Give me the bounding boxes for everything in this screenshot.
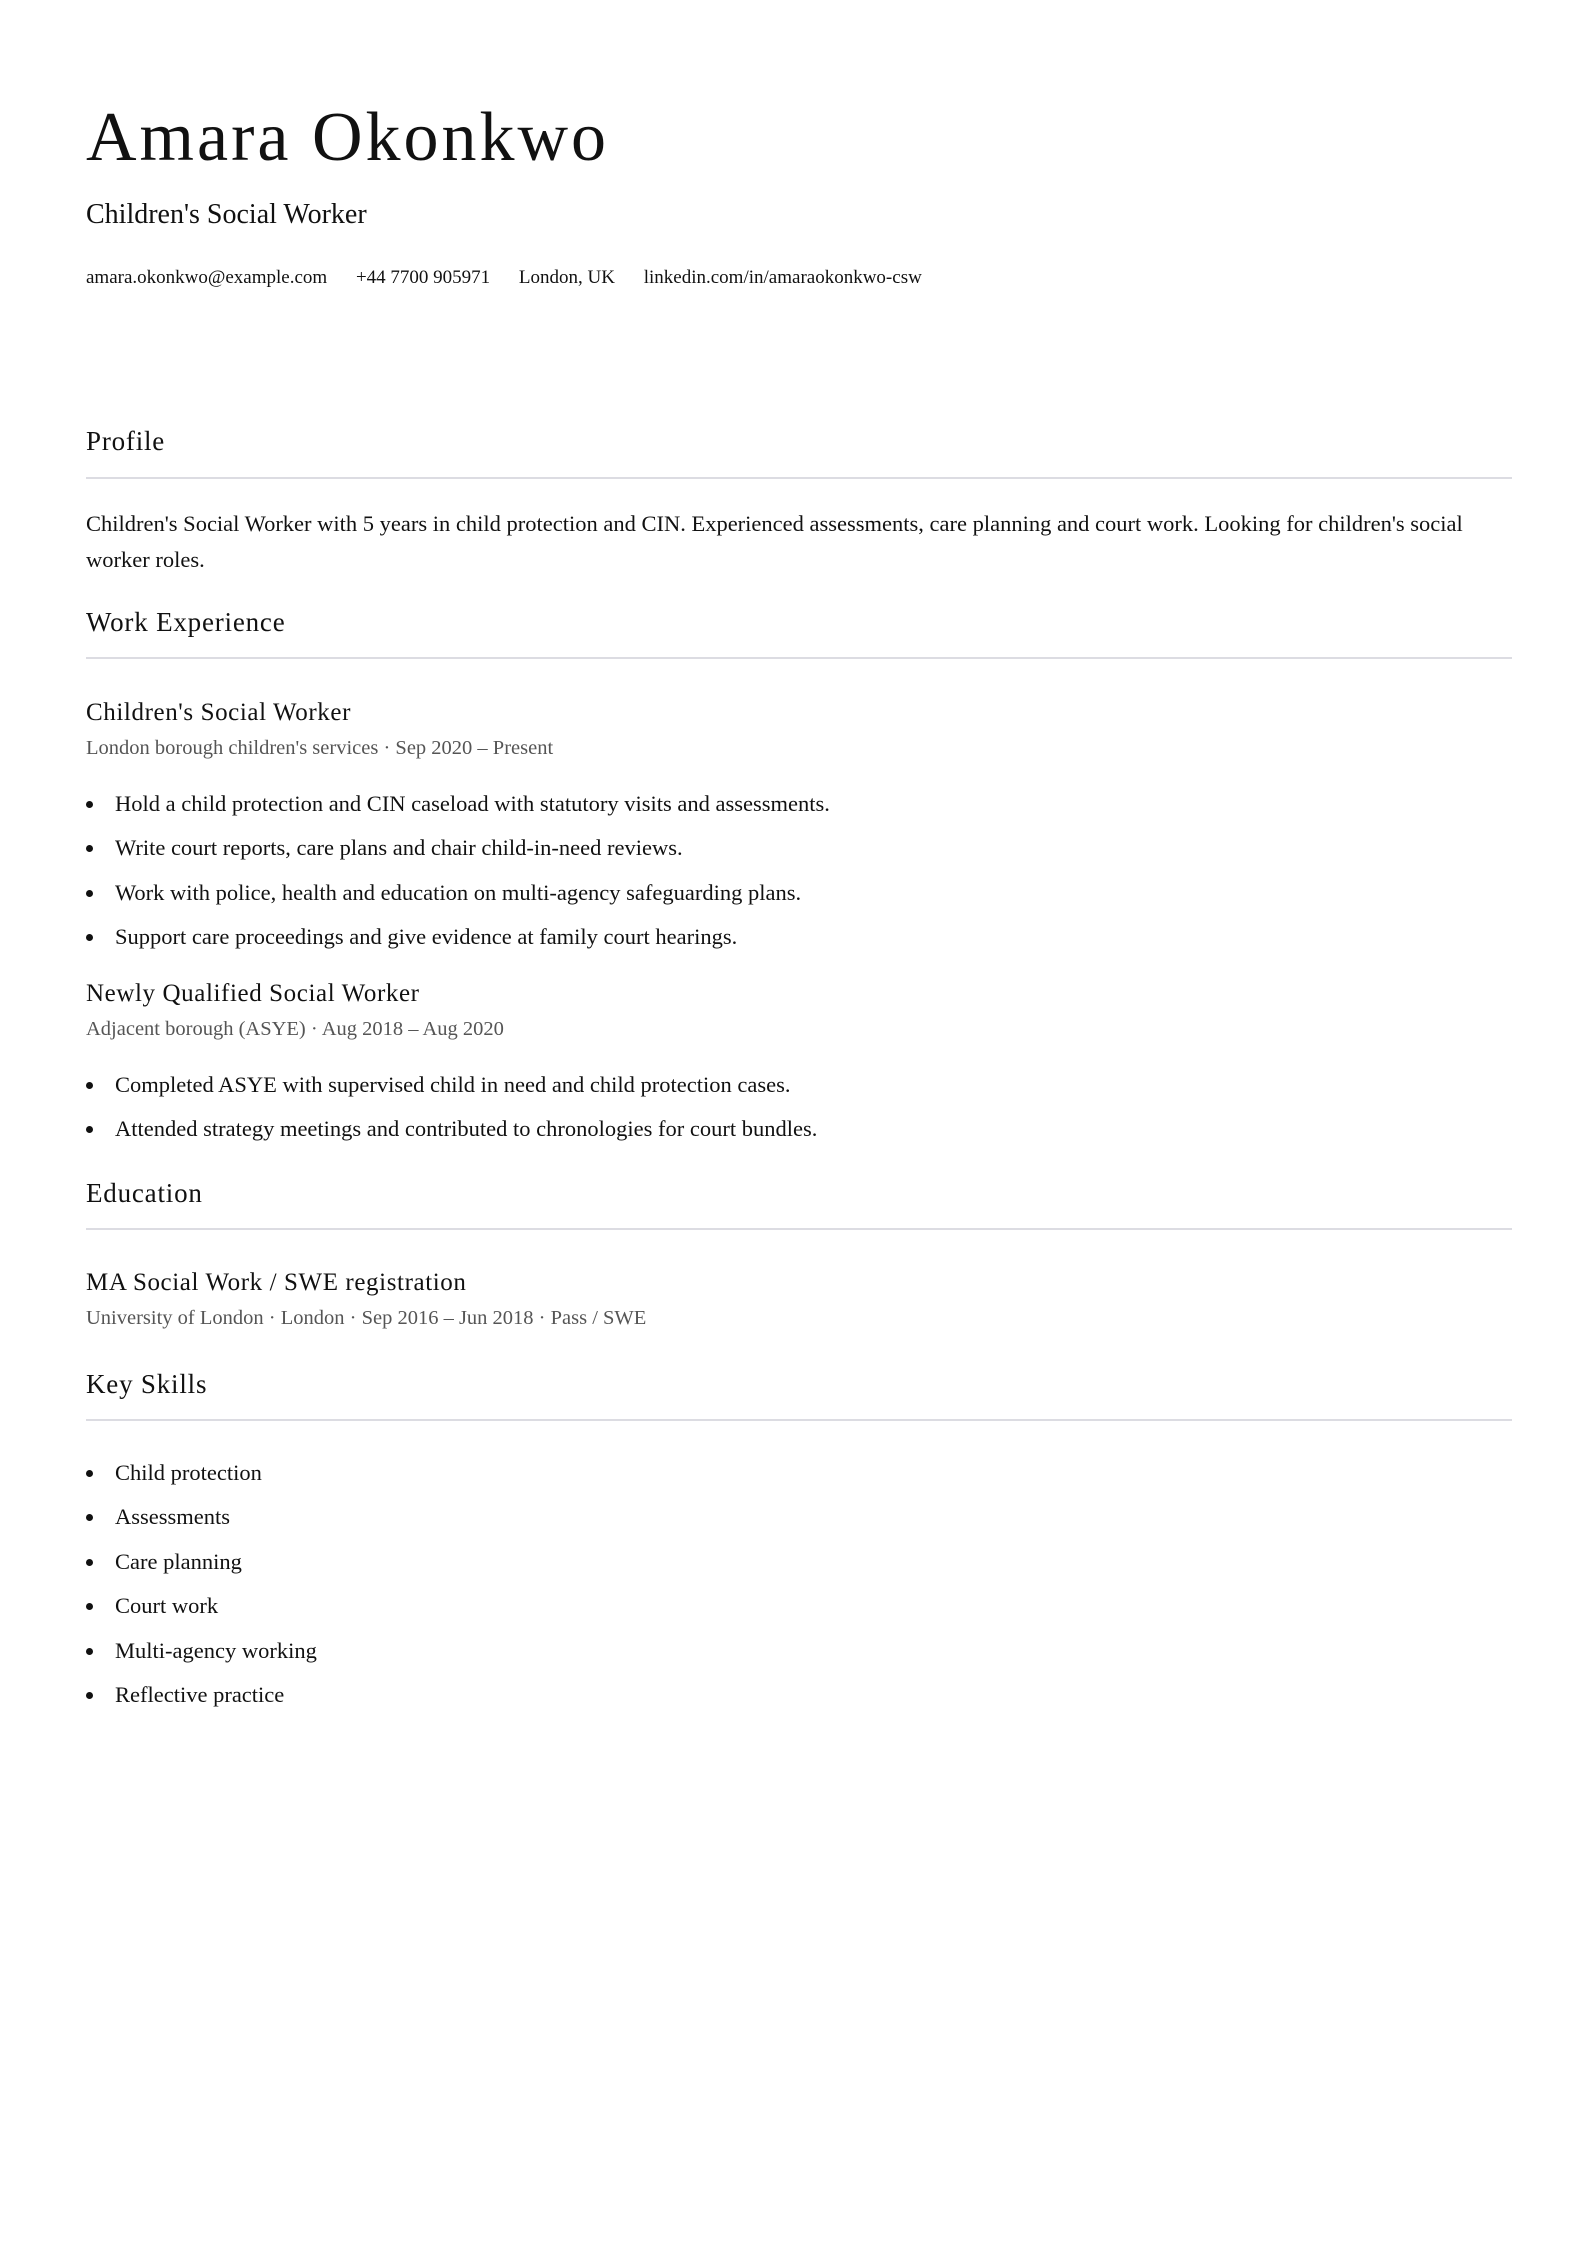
- education-meta: University of London · London · Sep 2016 – Jun 2018 · Pass / SWE: [86, 1307, 647, 1329]
- bullet-icon: [86, 845, 93, 852]
- skill-item: [86, 1629, 317, 1673]
- experience-heading: Work Experience: [86, 607, 286, 637]
- skills-heading: Key Skills: [86, 1369, 208, 1399]
- bullet-icon: [86, 1648, 93, 1655]
- education-degree: MA Social Work / SWE registration: [86, 1269, 467, 1296]
- job-bullets: [86, 1063, 817, 1152]
- job-meta: London borough children's services · Sep 2020 – Present: [86, 737, 554, 759]
- candidate-name: Amara Okonkwo: [86, 99, 610, 176]
- skill-item: [86, 1540, 317, 1584]
- job-title: Children's Social Worker: [86, 699, 351, 726]
- bullet-text: Write court reports, care plans and chair child-in-need reviews.: [115, 835, 683, 861]
- skill-text: Multi-agency working: [115, 1637, 317, 1663]
- education-heading: Education: [86, 1178, 203, 1208]
- contact-linkedin[interactable]: linkedin.com/in/amaraokonkwo-csw: [643, 267, 922, 288]
- contact-phone[interactable]: +44 7700 905971: [355, 267, 491, 288]
- bullet-icon: [86, 1514, 93, 1521]
- bullet-icon: [86, 1559, 93, 1566]
- list-item: [86, 1063, 817, 1107]
- skill-text: Care planning: [115, 1548, 242, 1574]
- bullet-icon: [86, 1692, 93, 1699]
- bullet-text: Attended strategy meetings and contributed to chronologies for court bundles.: [115, 1116, 818, 1142]
- skill-text: Reflective practice: [115, 1682, 285, 1708]
- bullet-icon: [86, 1603, 93, 1610]
- skill-text: Court work: [115, 1593, 219, 1619]
- skill-item: [86, 1673, 317, 1717]
- list-item: [86, 915, 830, 959]
- bullet-icon: [86, 1470, 93, 1477]
- skill-item: [86, 1495, 317, 1539]
- bullet-icon: [86, 890, 93, 897]
- section-divider: [86, 1228, 1512, 1230]
- job-bullets: [86, 782, 830, 960]
- bullet-text: Hold a child protection and CIN caseload with statutory visits and assessments.: [115, 791, 830, 816]
- contact-location: London, UK: [518, 267, 615, 288]
- bullet-icon: [86, 1126, 93, 1133]
- skill-text: Assessments: [115, 1504, 231, 1530]
- section-divider: [86, 1419, 1512, 1421]
- section-divider: [86, 657, 1512, 659]
- skill-item: [86, 1584, 317, 1628]
- bullet-icon: [86, 1082, 93, 1089]
- bullet-icon: [86, 934, 93, 941]
- profile-heading: Profile: [86, 426, 166, 456]
- skill-text: Child protection: [115, 1460, 262, 1485]
- contact-email[interactable]: amara.okonkwo@example.com: [86, 267, 328, 288]
- job-meta: Adjacent borough (ASYE) · Aug 2018 – Aug 2020: [86, 1018, 504, 1040]
- skill-item: [86, 1451, 317, 1495]
- job-title: Newly Qualified Social Worker: [86, 980, 420, 1007]
- bullet-text: Work with police, health and education on multi-agency safeguarding plans.: [115, 879, 802, 905]
- section-divider: [86, 477, 1512, 479]
- list-item: [86, 826, 830, 870]
- candidate-headline: Children's Social Worker: [86, 199, 367, 230]
- list-item: [86, 871, 830, 915]
- bullet-text: Support care proceedings and give evidence at family court hearings.: [115, 924, 738, 950]
- bullet-text: Completed ASYE with supervised child in need and child protection cases.: [115, 1072, 791, 1097]
- bullet-icon: [86, 801, 93, 808]
- contact-line: [86, 266, 922, 290]
- profile-summary: Children's Social Worker with 5 years in child protection and CIN. Experienced assessments, care planning and court work. Looking for children's social worker roles.: [86, 511, 1463, 572]
- list-item: [86, 782, 830, 826]
- list-item: [86, 1107, 817, 1151]
- skills-list: [86, 1451, 317, 1717]
